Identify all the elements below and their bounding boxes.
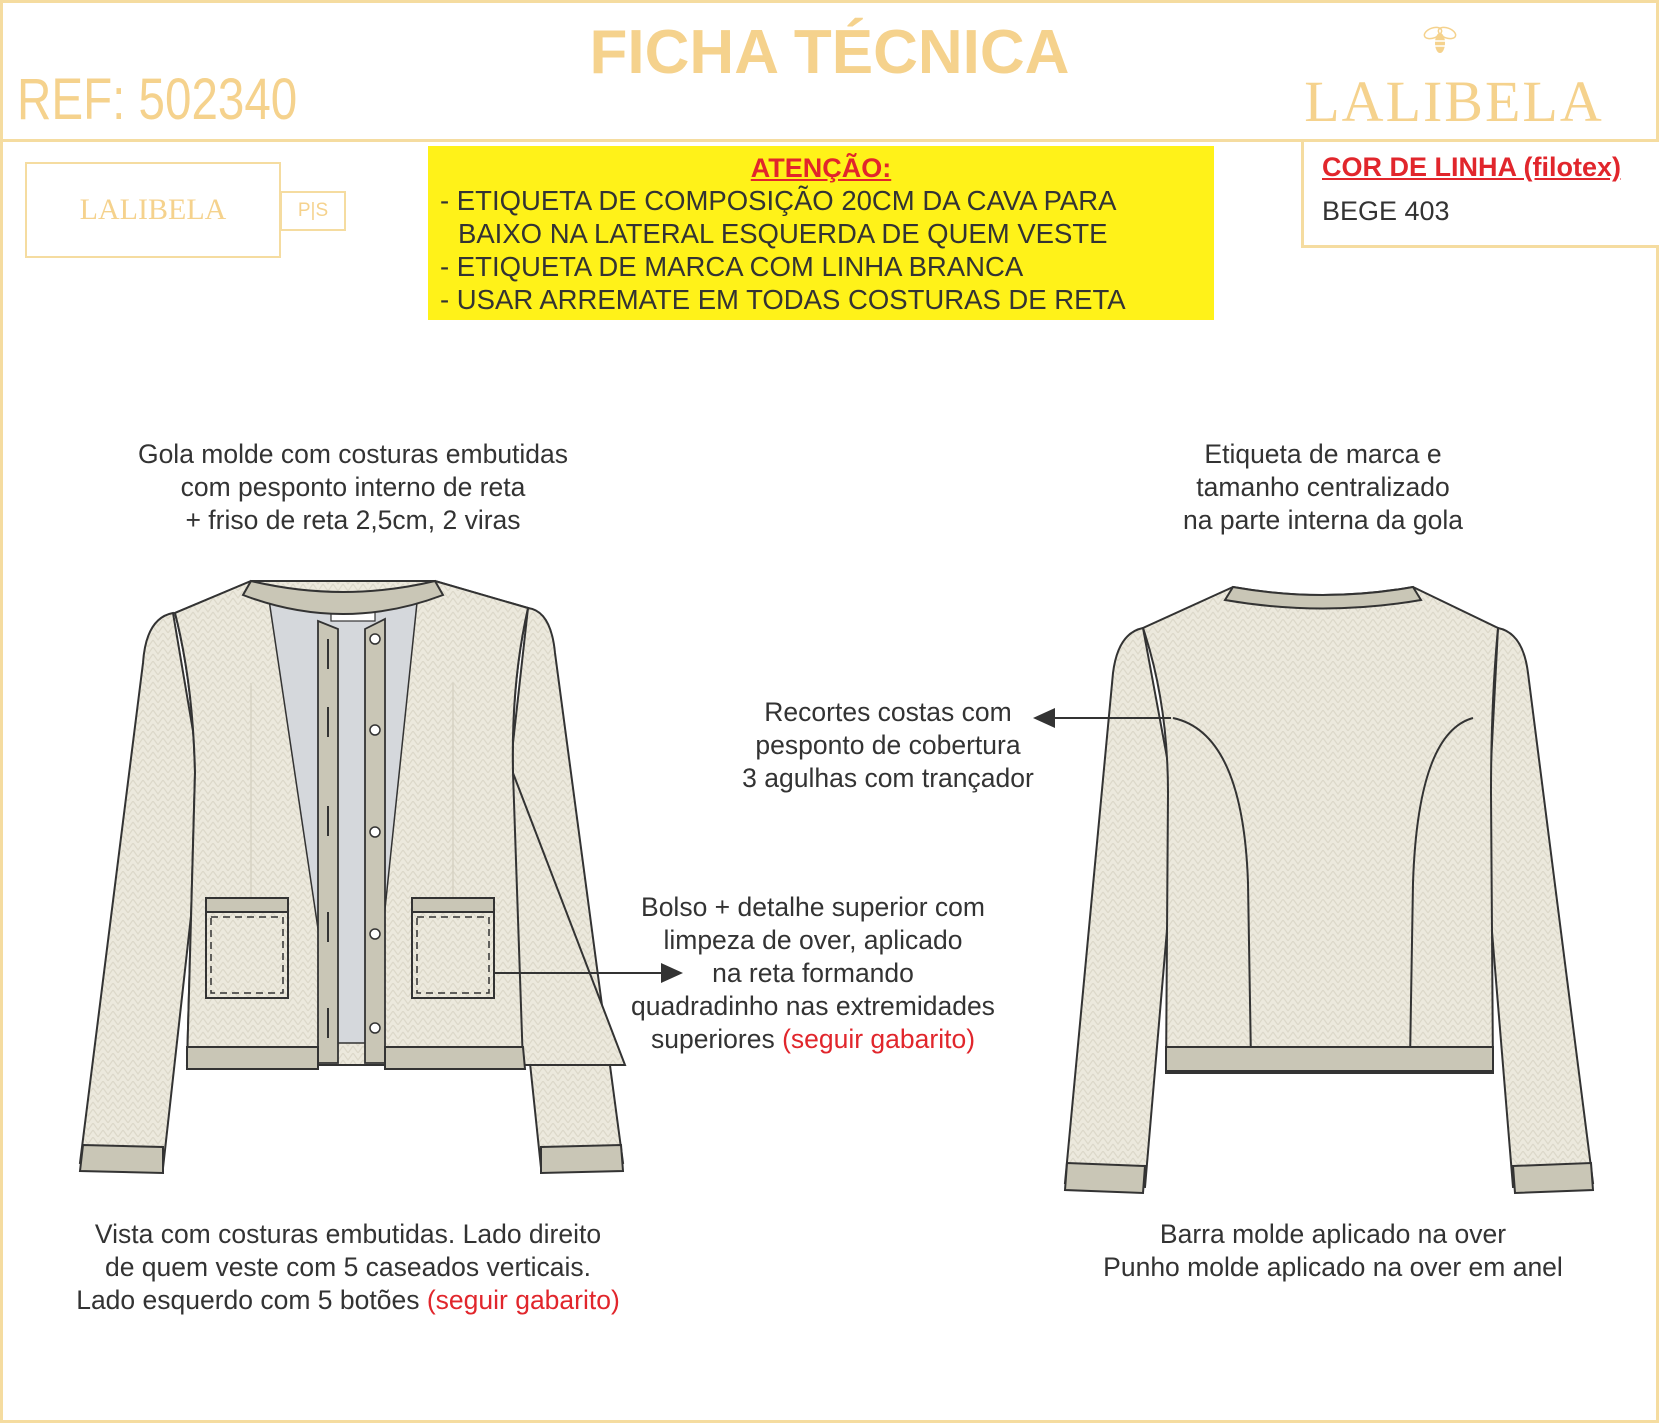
back-collar-band [1225,587,1421,609]
notice-line: - ETIQUETA DE COMPOSIÇÃO 20CM DA CAVA PARA [440,185,1117,216]
note-text: superiores [650,1024,783,1054]
notice-line: BAIXO NA LATERAL ESQUERDA DE QUEM VESTE [458,218,1108,249]
pocket-left [206,898,288,998]
back-hem-band [1166,1047,1493,1071]
thread-color-value: BEGE 403 [1322,196,1450,226]
note-line: de quem veste com 5 caseados verticais. [104,1252,592,1282]
brand-label-tag: LALIBELA [25,162,281,258]
button [370,725,380,735]
note-highlight: (seguir gabarito) [782,1024,976,1054]
note-line: Etiqueta de marca e [1204,439,1442,469]
note-line: Recortes costas com [764,697,1012,727]
back-left-sleeve [1065,628,1171,1187]
jacket-front-view [80,581,625,1173]
notice-line: - ETIQUETA DE MARCA COM LINHA BRANCA [440,251,1024,282]
button [370,634,380,644]
back-right-sleeve [1488,628,1593,1187]
button [370,827,380,837]
note-line: Punho molde aplicado na over em anel [1103,1252,1563,1282]
note-line: + friso de reta 2,5cm, 2 viras [185,505,521,535]
note-line: tamanho centralizado [1196,472,1450,502]
back-cuff-left [1065,1163,1145,1193]
note-line: limpeza de over, aplicado [663,925,963,955]
note-line: com pesponto interno de reta [180,472,526,502]
note-line: Vista com costuras embutidas. Lado direito [94,1219,602,1249]
note-line: na reta formando [712,958,914,988]
placket-right [365,619,385,1063]
note-line: Bolso + detalhe superior com [641,892,985,922]
front-left-sleeve [80,613,198,1168]
thread-color-heading: COR DE LINHA (filotex) [1322,152,1621,182]
page-title: FICHA TÉCNICA [589,18,1070,87]
note-line: na parte interna da gola [1183,505,1463,535]
size-label-tag: P|S [280,191,346,231]
notice-line: - USAR ARREMATE EM TODAS COSTURAS DE RETA [440,284,1126,315]
note-line: 3 agulhas com trançador [742,763,1034,793]
back-body [1143,587,1498,1073]
note-line: Gola molde com costuras embutidas [137,439,569,469]
button [370,929,380,939]
button [370,1023,380,1033]
note-line: pesponto de cobertura [755,730,1021,760]
cuff-right [541,1145,623,1173]
cuff-left [80,1145,163,1173]
note-line: quadradinho nas extremidades [631,991,995,1021]
back-cuff-right [1513,1163,1593,1193]
notice-heading: ATENÇÃO: [750,153,892,183]
placket-left [318,621,338,1063]
garment-drawings [3,3,1656,1420]
front-hem-band [385,1047,525,1069]
front-hem-band [187,1047,318,1069]
reference-code: REF: 502340 [17,67,298,132]
note-line: Barra molde aplicado na over [1159,1219,1507,1249]
jacket-back-view [1065,587,1593,1193]
brand-logo: LALIBELA [1304,69,1604,134]
pocket-right [412,898,494,998]
note-highlight: (seguir gabarito) [426,1285,620,1315]
note-text: Lado esquerdo com 5 botões [76,1285,427,1315]
